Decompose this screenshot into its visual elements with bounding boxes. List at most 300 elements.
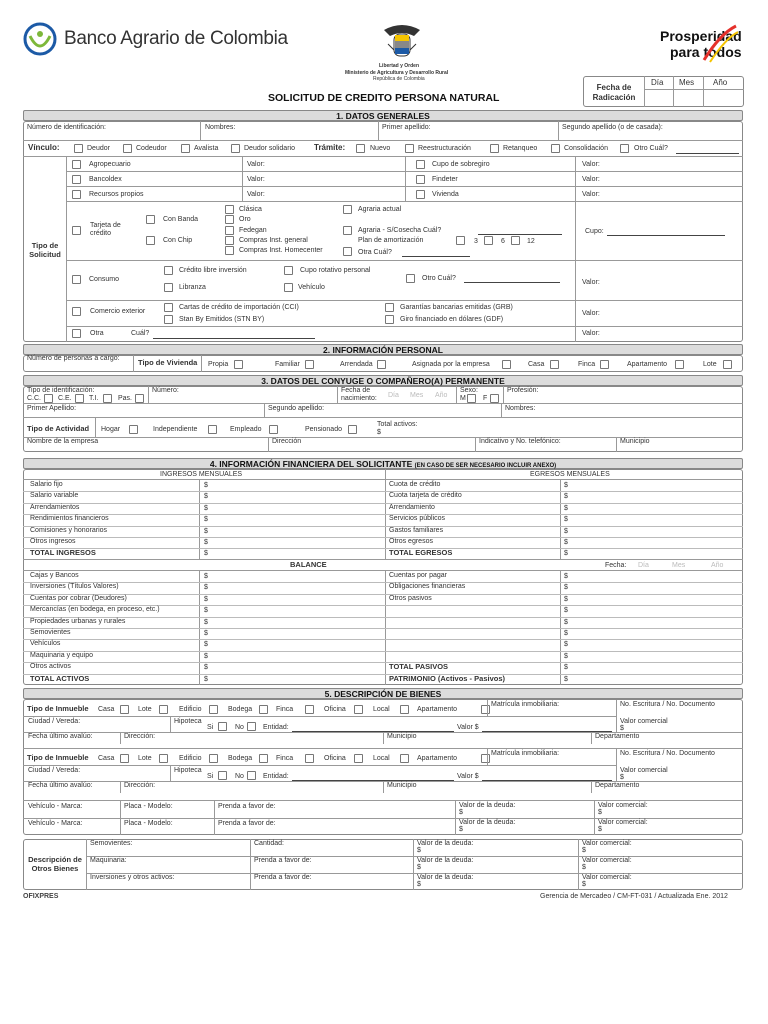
cupo-rotativo-checkbox[interactable]: [284, 266, 293, 275]
egreso-row-label: Servicios públicos: [389, 515, 446, 523]
hipoteca-no-checkbox[interactable]: [247, 722, 256, 731]
inmueble-option-checkbox[interactable]: [259, 705, 268, 714]
inmueble-option-checkbox[interactable]: [354, 754, 363, 763]
ingreso-amount-field[interactable]: $: [204, 527, 208, 535]
pasivo-amount-field[interactable]: $: [564, 607, 568, 615]
libranza-checkbox[interactable]: [164, 283, 173, 292]
divider: [214, 818, 215, 835]
pas-label: Pas.: [118, 395, 133, 402]
hogar-label: Hogar: [101, 426, 121, 433]
maquinaria-valor-comercial[interactable]: Valor comercial:: [582, 857, 632, 864]
segundo-apellido-label[interactable]: Segundo apellido (o de casada):: [562, 124, 663, 131]
pasivo-amount-field[interactable]: $: [564, 573, 568, 580]
inmueble-option-checkbox[interactable]: [354, 705, 363, 714]
hipoteca-label: Hipoteca: [174, 767, 202, 774]
independiente-checkbox[interactable]: [208, 425, 217, 434]
vehiculo-comercial-dollar: $: [598, 809, 602, 816]
con-banda-label: Con Banda: [163, 216, 199, 223]
activo-row-label: Mercancías (en bodega, en proceso, etc.): [30, 606, 160, 614]
findeter-valor[interactable]: Valor:: [582, 176, 600, 183]
consolidacion-checkbox[interactable]: [551, 144, 560, 153]
egreso-amount-field[interactable]: $: [564, 482, 568, 489]
inmueble-option-checkbox[interactable]: [400, 754, 409, 763]
hipoteca-si-label: Si: [207, 724, 214, 731]
bancoldex-checkbox[interactable]: [72, 175, 81, 184]
entidad-label: Entidad:: [263, 724, 289, 731]
compras-general-checkbox[interactable]: [225, 236, 234, 245]
placa-modelo-field[interactable]: Placa - Modelo:: [124, 803, 173, 810]
inversiones-valor-deuda[interactable]: Valor de la deuda:: [417, 874, 474, 881]
findeter-checkbox[interactable]: [416, 175, 425, 184]
semovientes-label[interactable]: Semovientes:: [90, 840, 133, 847]
egreso-row-label: Cuota tarjeta de crédito: [389, 492, 462, 500]
garantias-checkbox[interactable]: [385, 303, 394, 312]
inmueble-departamento-field[interactable]: Departamento: [595, 782, 640, 789]
vehiculo-prenda-field[interactable]: Prenda a favor de:: [218, 803, 276, 810]
section-4-box: [23, 469, 743, 685]
otra-solicitud-label: Otra: [90, 330, 104, 337]
vehiculo-deuda-dollar: $: [459, 826, 463, 833]
section-4-subtitle: (EN CASO DE SER NECESARIO INCLUIR ANEXO): [414, 463, 557, 469]
sexo-m-checkbox[interactable]: [467, 394, 476, 403]
pasivo-amount-field[interactable]: $: [564, 584, 568, 592]
fedegan-checkbox[interactable]: [225, 226, 234, 235]
egreso-amount-field[interactable]: $: [564, 550, 568, 558]
placa-modelo-field[interactable]: Placa - Modelo:: [124, 820, 173, 827]
egreso-amount-field[interactable]: $: [564, 493, 568, 501]
escritura-field[interactable]: No. Escritura / No. Documento: [620, 750, 715, 757]
inmueble-option-checkbox[interactable]: [209, 705, 218, 714]
pasivo-amount-field[interactable]: $: [564, 595, 568, 603]
pasivo-amount-field[interactable]: $: [564, 641, 568, 649]
divider: [594, 801, 595, 818]
vehiculo-valor-deuda[interactable]: Valor de la deuda:: [459, 819, 516, 826]
maquinaria-prenda[interactable]: Prenda a favor de:: [254, 857, 312, 864]
conyuge-primer-apellido[interactable]: Primer Apellido:: [27, 405, 77, 412]
stand-by-checkbox[interactable]: [164, 315, 173, 324]
radicacion-mes: Mes: [679, 78, 695, 87]
bank-logo-icon: [22, 22, 58, 56]
escritura-field[interactable]: No. Escritura / No. Documento: [620, 701, 715, 708]
cupo-rotativo-label: Cupo rotativo personal: [300, 267, 371, 274]
asignada-checkbox[interactable]: [502, 360, 511, 369]
plan-6-checkbox[interactable]: [484, 236, 493, 245]
inmueble-direccion-field[interactable]: Dirección:: [124, 733, 156, 740]
activo-amount-field[interactable]: $: [204, 584, 208, 592]
ingreso-amount-field[interactable]: $: [204, 504, 208, 512]
inversiones-label[interactable]: Inversiones y otros activos:: [90, 874, 175, 881]
inmueble-option-checkbox[interactable]: [120, 754, 129, 763]
nac-mes[interactable]: Mes: [410, 392, 424, 399]
otra-solicitud-cual: Cuál?: [131, 330, 150, 337]
inversiones-valor-comercial[interactable]: Valor comercial:: [582, 874, 632, 881]
ingreso-amount-field[interactable]: $: [204, 516, 208, 524]
cc-checkbox[interactable]: [44, 394, 53, 403]
avalista-label: Avalista: [194, 145, 219, 152]
row-divider: [23, 537, 743, 538]
vehiculo-valor-comercial[interactable]: Valor comercial:: [598, 802, 648, 809]
ingreso-amount-field[interactable]: $: [204, 550, 208, 558]
conyuge-municipio-label[interactable]: Municipio: [620, 438, 650, 445]
reestructuracion-checkbox[interactable]: [405, 144, 414, 153]
numero-conyuge-label[interactable]: Número:: [152, 387, 179, 394]
activo-amount-field[interactable]: $: [204, 652, 208, 660]
conyuge-segundo-apellido[interactable]: Segundo apellido:: [268, 405, 325, 412]
inmueble-option-checkbox[interactable]: [159, 754, 168, 763]
codeudor-checkbox[interactable]: [123, 144, 132, 153]
otro-consumo-checkbox[interactable]: [406, 274, 415, 283]
conyuge-total-activos[interactable]: Total activos:: [377, 421, 418, 428]
avalista-checkbox[interactable]: [181, 144, 190, 153]
nombres-label[interactable]: Nombres:: [205, 124, 236, 131]
lote-vivienda-checkbox[interactable]: [723, 360, 732, 369]
maquinaria-comercial-dollar: $: [582, 864, 586, 871]
balance-header: BALANCE: [290, 560, 327, 569]
agropecuario-valor[interactable]: Valor:: [247, 161, 265, 168]
pensionado-label: Pensionado: [305, 426, 342, 433]
ciudad-vereda-field[interactable]: Ciudad / Vereda:: [28, 718, 81, 725]
otro-tramite-label: Otro Cuál?: [634, 145, 668, 152]
con-chip-label: Con Chip: [163, 237, 193, 244]
hipoteca-si-label: Si: [207, 773, 214, 780]
fecha-nacimiento-label: Fecha de nacimiento:: [341, 387, 377, 402]
compras-homecenter-label: Compras Inst. Homecenter: [239, 247, 323, 254]
nac-dia[interactable]: Día: [388, 392, 399, 399]
section-3-title: 3. DATOS DEL CONYUGE O COMPAÑERO(A) PERMANENTE: [23, 375, 743, 386]
credito-libre-checkbox[interactable]: [164, 266, 173, 275]
ingreso-row-label: Otros ingresos: [30, 538, 76, 545]
consumo-valor[interactable]: Valor:: [582, 279, 600, 286]
pasivo-amount-field[interactable]: $: [564, 630, 568, 637]
agraria-actual-label: Agraria actual: [358, 206, 402, 213]
radicacion-dia: Día: [651, 78, 664, 87]
casa-vivienda-label: Casa: [528, 361, 545, 368]
vehiculo-comercial-dollar: $: [598, 826, 602, 833]
plan-amortizacion-label: Plan de amortización: [358, 237, 424, 244]
coat-of-arms-icon: [378, 22, 426, 60]
divider: [616, 700, 617, 732]
inversiones-comercial-dollar: $: [582, 881, 586, 888]
oro-label: Oro: [239, 216, 251, 223]
otra-tarjeta-checkbox[interactable]: [343, 247, 352, 256]
row-divider: [23, 503, 743, 504]
row-divider: [23, 674, 743, 675]
ingreso-amount-field[interactable]: $: [204, 493, 208, 501]
compras-homecenter-checkbox[interactable]: [225, 246, 234, 255]
matricula-field[interactable]: Matrícula inmobiliaria:: [491, 750, 560, 757]
consumo-checkbox[interactable]: [72, 275, 81, 284]
pensionado-checkbox[interactable]: [348, 425, 357, 434]
row-divider: [23, 662, 743, 663]
egreso-amount-field[interactable]: $: [564, 539, 568, 546]
pasivo-amount-field[interactable]: $: [564, 652, 568, 660]
divider: [23, 748, 743, 749]
divider: [383, 781, 384, 793]
tipo-vivienda-label: Tipo de Vivienda: [138, 358, 198, 367]
vehiculo-valor-comercial[interactable]: Valor comercial:: [598, 819, 648, 826]
tramite-label: Trámite:: [314, 143, 346, 152]
nuevo-checkbox[interactable]: [356, 144, 365, 153]
ingreso-amount-field[interactable]: $: [204, 539, 208, 546]
otro-tramite-checkbox[interactable]: [620, 144, 629, 153]
egreso-row-label: Gastos familiares: [389, 526, 444, 534]
hipoteca-si-checkbox[interactable]: [218, 771, 227, 780]
conyuge-nombres[interactable]: Nombres:: [505, 405, 536, 412]
vinculo-label: Vínculo:: [28, 143, 60, 152]
ingreso-amount-field[interactable]: $: [204, 482, 208, 489]
section-4-title: [23, 458, 743, 469]
activo-amount-field[interactable]: $: [204, 664, 208, 672]
inmueble-departamento-field[interactable]: Departamento: [595, 733, 640, 740]
pasivo-amount-field[interactable]: $: [564, 618, 568, 626]
empleado-checkbox[interactable]: [269, 425, 278, 434]
vivienda-checkbox[interactable]: [416, 190, 425, 199]
divider: [120, 801, 121, 818]
profesion-label[interactable]: Profesión:: [507, 387, 539, 394]
nuevo-label: Nuevo: [370, 145, 391, 152]
section-2-title: 2. INFORMACIÓN PERSONAL: [23, 344, 743, 355]
oro-checkbox[interactable]: [225, 215, 234, 224]
divider: [23, 765, 616, 766]
recursos-propios-valor[interactable]: Valor:: [247, 191, 265, 198]
activo-amount-field[interactable]: $: [204, 675, 208, 683]
balance-ano[interactable]: Año: [711, 562, 724, 569]
row-divider: [23, 617, 743, 618]
seal-motto: Libertad y Orden: [379, 63, 420, 69]
pas-checkbox[interactable]: [135, 394, 144, 403]
pasivo-amount-field[interactable]: $: [564, 675, 568, 683]
bancoldex-valor[interactable]: Valor:: [247, 176, 265, 183]
total-pasivos-label: TOTAL PASIVOS: [389, 662, 449, 672]
inmueble-option-checkbox[interactable]: [159, 705, 168, 714]
valor-comercial-dollar: $: [620, 774, 624, 781]
giro-financiado-checkbox[interactable]: [385, 315, 394, 324]
deudor-solidario-checkbox[interactable]: [231, 144, 240, 153]
num-id-label[interactable]: Número de identificación:: [27, 124, 106, 131]
maquinaria-label[interactable]: Maquinaria:: [90, 857, 127, 864]
hipoteca-no-checkbox[interactable]: [247, 771, 256, 780]
bancoldex-label: Bancoldex: [89, 176, 122, 183]
inmueble-option-checkbox[interactable]: [259, 754, 268, 763]
total-ingresos-label: TOTAL INGRESOS: [30, 548, 96, 558]
fecha-avaluo-field[interactable]: Fecha último avalúo:: [28, 782, 93, 789]
inmueble-option-checkbox[interactable]: [120, 705, 129, 714]
activo-amount-field[interactable]: $: [204, 630, 208, 637]
activo-amount-field[interactable]: $: [204, 607, 208, 615]
inmueble-option-label: Casa: [98, 706, 115, 713]
otra-tarjeta-label: Otra Cuál?: [358, 249, 392, 256]
recursos-propios-checkbox[interactable]: [72, 190, 81, 199]
vehiculo-consumo-label: Vehículo: [298, 284, 325, 291]
sexo-m-label: M: [460, 395, 466, 402]
ingreso-row-label: Salario fijo: [30, 481, 63, 488]
divider: [214, 801, 215, 818]
valor-inmueble-label: Valor $: [457, 724, 479, 731]
arrendada-checkbox[interactable]: [377, 360, 386, 369]
inmueble-option-checkbox[interactable]: [481, 754, 490, 763]
recursos-propios-label: Recursos propios: [89, 191, 144, 198]
matricula-field[interactable]: Matrícula inmobiliaria:: [491, 701, 560, 708]
activo-row-label: Maquinaria y equipo: [30, 651, 94, 659]
inmueble-municipio-field[interactable]: Municipio: [387, 733, 417, 740]
ce-checkbox[interactable]: [75, 394, 84, 403]
egreso-amount-field[interactable]: $: [564, 516, 568, 524]
ti-checkbox[interactable]: [103, 394, 112, 403]
otro-consumo-label: Otro Cuál?: [422, 275, 456, 282]
cupo-sobregiro-valor[interactable]: Valor:: [582, 161, 600, 168]
inmueble-option-label: Finca: [276, 706, 294, 713]
activo-row-label: Semovientes: [30, 629, 71, 636]
inmueble-option-label: Edificio: [179, 755, 202, 762]
maquinaria-valor-deuda[interactable]: Valor de la deuda:: [417, 857, 474, 864]
inmueble-option-label: Oficina: [324, 706, 346, 713]
otra-solicitud-checkbox[interactable]: [72, 329, 81, 338]
divider: [591, 781, 592, 793]
egresos-header: EGRESOS MENSUALES: [530, 471, 610, 478]
indicativo-label[interactable]: Indicativo y No. telefónico:: [479, 438, 561, 445]
activo-amount-field[interactable]: $: [204, 573, 208, 580]
independiente-label: Independiente: [153, 426, 198, 433]
deudor-checkbox[interactable]: [74, 144, 83, 153]
valor-comercial-label[interactable]: Valor comercial: [620, 718, 668, 725]
primer-apellido-label[interactable]: Primer apellido:: [382, 124, 431, 131]
stand-by-label: Stan By Emitidos (STN BY): [179, 316, 265, 323]
propia-checkbox[interactable]: [234, 360, 243, 369]
findeter-label: Findeter: [432, 176, 458, 183]
tarjeta-cupo-label[interactable]: Cupo:: [585, 228, 604, 235]
activo-row-label: Cuentas por cobrar (Deudores): [30, 594, 127, 602]
comercio-exterior-label: Comercio exterior: [90, 308, 146, 315]
balance-dia[interactable]: Día: [638, 562, 649, 569]
fecha-radicacion-label: Fecha de Radicación: [592, 83, 636, 102]
cartas-credito-checkbox[interactable]: [164, 303, 173, 312]
activo-amount-field[interactable]: $: [204, 618, 208, 626]
activo-amount-field[interactable]: $: [204, 595, 208, 603]
ti-label: T.I.: [89, 395, 99, 402]
num-personas-label[interactable]: Número de personas a cargo:: [27, 355, 120, 362]
agropecuario-checkbox[interactable]: [72, 160, 81, 169]
apartamento-vivienda-checkbox[interactable]: [675, 360, 684, 369]
comercio-exterior-checkbox[interactable]: [72, 307, 81, 316]
form-title: SOLICITUD DE CREDITO PERSONA NATURAL: [268, 92, 500, 104]
finca-vivienda-checkbox[interactable]: [600, 360, 609, 369]
otra-solicitud-valor[interactable]: Valor:: [582, 330, 600, 337]
hipoteca-no-label: No: [235, 773, 244, 780]
familiar-checkbox[interactable]: [305, 360, 314, 369]
cupo-sobregiro-checkbox[interactable]: [416, 160, 425, 169]
activo-row-label: Inversiones (Títulos Valores): [30, 583, 119, 591]
conyuge-direccion-label[interactable]: Dirección: [272, 438, 302, 445]
inmueble-option-checkbox[interactable]: [400, 705, 409, 714]
pasivo-row-label: Otros pasivos: [389, 594, 432, 602]
inversiones-prenda[interactable]: Prenda a favor de:: [254, 874, 312, 881]
semovientes-cantidad[interactable]: Cantidad:: [254, 840, 284, 847]
tipo-actividad-label: Tipo de Actividad: [27, 424, 90, 433]
nac-ano[interactable]: Año: [435, 392, 448, 399]
otros-bienes-label: Descripción de Otros Bienes: [28, 855, 82, 873]
retanqueo-checkbox[interactable]: [490, 144, 499, 153]
valor-comercial-label[interactable]: Valor comercial: [620, 767, 668, 774]
inmueble-municipio-field[interactable]: Municipio: [387, 782, 417, 789]
nombre-empresa-label[interactable]: Nombre de la empresa: [27, 438, 99, 445]
clasica-checkbox[interactable]: [225, 205, 234, 214]
vehiculo-consumo-checkbox[interactable]: [284, 283, 293, 292]
inmueble-direccion-field[interactable]: Dirección:: [124, 782, 156, 789]
hogar-checkbox[interactable]: [129, 425, 138, 434]
semovientes-valor-comercial[interactable]: Valor comercial:: [582, 840, 632, 847]
hipoteca-no-label: No: [235, 724, 244, 731]
tipo-inmueble-label: Tipo de Inmueble: [27, 704, 89, 713]
giro-financiado-label: Giro financiado en dólares (GDF): [400, 316, 504, 323]
egreso-amount-field[interactable]: $: [564, 527, 568, 535]
vehiculo-prenda-field[interactable]: Prenda a favor de:: [218, 820, 276, 827]
pasivo-row-label: Obligaciones financieras: [389, 583, 466, 591]
compras-general-label: Compras Inst. general: [239, 237, 308, 244]
inmueble-option-checkbox[interactable]: [481, 705, 490, 714]
inmueble-option-checkbox[interactable]: [305, 705, 314, 714]
vivienda-valor[interactable]: Valor:: [582, 191, 600, 198]
reestructuracion-label: Reestructuración: [418, 145, 471, 152]
con-chip-checkbox[interactable]: [146, 236, 155, 245]
section-5-title: 5. DESCRIPCIÓN DE BIENES: [23, 688, 743, 699]
egreso-row-label: Otros egresos: [389, 538, 433, 545]
consolidacion-label: Consolidación: [564, 145, 608, 152]
vehiculo-marca-field[interactable]: Vehículo - Marca:: [28, 803, 83, 810]
vehiculo-valor-deuda[interactable]: Valor de la deuda:: [459, 802, 516, 809]
agraria-actual-checkbox[interactable]: [343, 205, 352, 214]
comercio-valor[interactable]: Valor:: [582, 310, 600, 317]
fecha-avaluo-field[interactable]: Fecha último avalúo:: [28, 733, 93, 740]
pasivo-amount-field[interactable]: $: [564, 664, 568, 672]
vehiculo-marca-field[interactable]: Vehículo - Marca:: [28, 820, 83, 827]
inmueble-option-checkbox[interactable]: [305, 754, 314, 763]
plan-3-checkbox[interactable]: [456, 236, 465, 245]
semovientes-valor-deuda[interactable]: Valor de la deuda:: [417, 840, 474, 847]
inmueble-option-label: Oficina: [324, 755, 346, 762]
conyuge-total-activos-dollar: $: [377, 429, 381, 436]
ingreso-row-label: Arrendamientos: [30, 503, 80, 511]
valor-inmueble-label: Valor $: [457, 773, 479, 780]
ciudad-vereda-field[interactable]: Ciudad / Vereda:: [28, 767, 81, 774]
inmueble-option-label: Apartamento: [417, 755, 458, 762]
inmueble-option-checkbox[interactable]: [209, 754, 218, 763]
hipoteca-si-checkbox[interactable]: [218, 722, 227, 731]
familiar-label: Familiar: [275, 361, 300, 368]
sexo-f-checkbox[interactable]: [490, 394, 499, 403]
row-divider: [23, 514, 743, 515]
row-divider: [23, 594, 743, 595]
plan-12-checkbox[interactable]: [511, 236, 520, 245]
con-banda-checkbox[interactable]: [146, 215, 155, 224]
semovientes-comercial-dollar: $: [582, 847, 586, 854]
row-divider: [23, 639, 743, 640]
empleado-label: Empleado: [230, 426, 262, 433]
inmueble-option-label: Bodega: [228, 706, 253, 713]
activo-amount-field[interactable]: $: [204, 641, 208, 649]
tarjeta-credito-checkbox[interactable]: [72, 226, 81, 235]
divider: [120, 781, 121, 793]
slogan-swoosh-icon: [700, 24, 740, 64]
agraria-cosecha-checkbox[interactable]: [343, 226, 352, 235]
sexo-label: Sexo:: [460, 387, 478, 394]
row-divider: [23, 491, 743, 492]
balance-mes[interactable]: Mes: [672, 562, 686, 569]
egreso-amount-field[interactable]: $: [564, 504, 568, 512]
ingreso-row-label: Comisiones y honorarios: [30, 526, 108, 534]
divider: [170, 765, 171, 781]
patrimonio-label: PATRIMONIO (Activos - Pasivos): [389, 673, 505, 683]
casa-vivienda-checkbox[interactable]: [550, 360, 559, 369]
